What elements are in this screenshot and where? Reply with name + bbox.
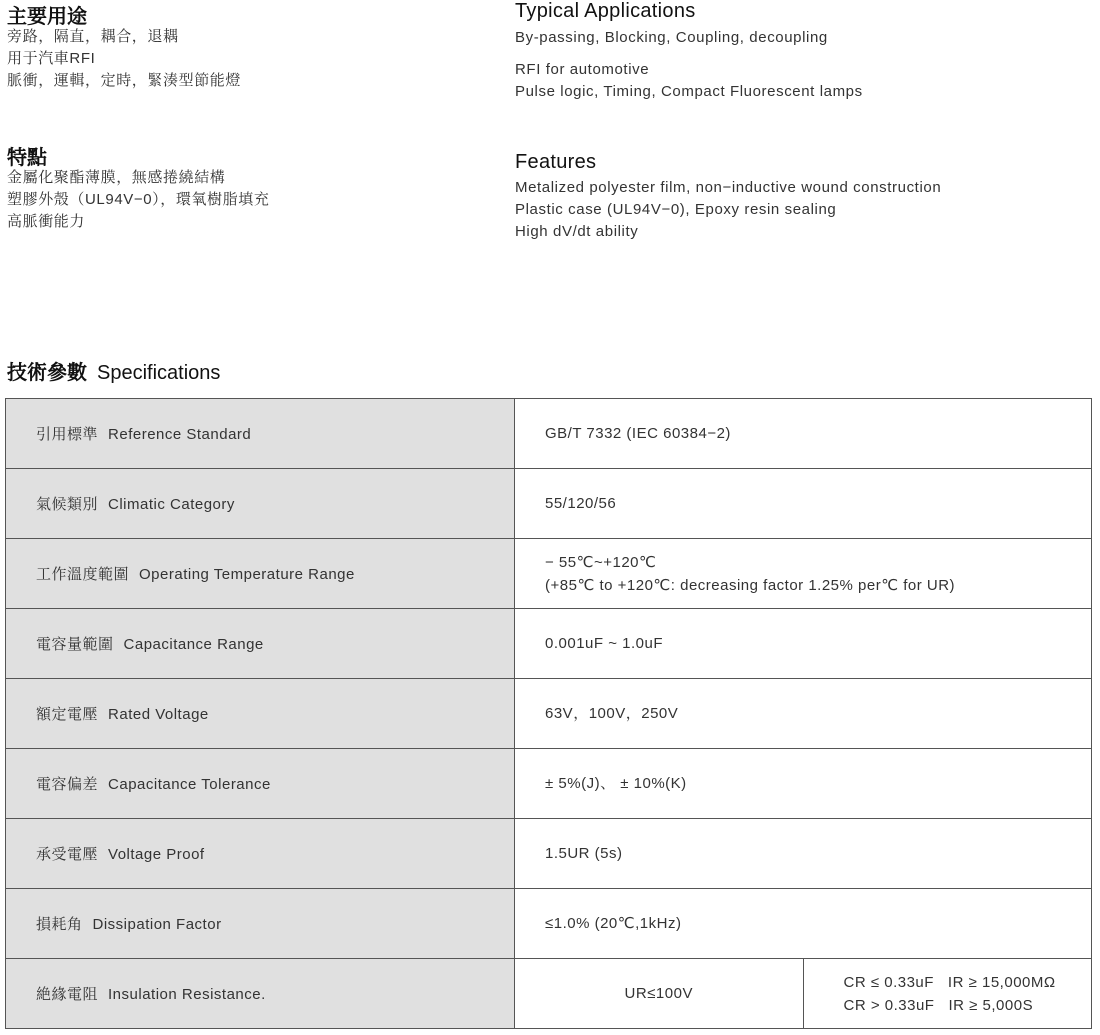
insulation-row <box>6 959 1092 1029</box>
spec-label-en: Capacitance Range <box>123 636 264 653</box>
applications-cn-line: 旁路，隔直，耦合，退耦 <box>7 28 179 45</box>
spec-label-en: Rated Voltage <box>108 706 209 723</box>
applications-en-list-secondary <box>515 59 863 103</box>
spec-value <box>515 539 1092 609</box>
features-en-line: Metalized polyester film, non−inductive wound construction <box>515 179 942 196</box>
specifications-title-cn: 技術參數 <box>7 362 87 384</box>
spec-row <box>6 539 1092 609</box>
spec-label <box>6 749 515 819</box>
insulation-values <box>803 959 1092 1029</box>
spec-row <box>6 749 1092 819</box>
spec-value-line: ≤1.0% (20℃,1kHz) <box>545 915 682 932</box>
spec-label-cn: 氣候類別 <box>36 496 99 513</box>
spec-label-cn: 額定電壓 <box>36 706 99 723</box>
spec-value <box>515 399 1092 469</box>
spec-value-line: GB/T 7332 (IEC 60384−2) <box>545 425 731 442</box>
spec-label-en: Climatic Category <box>108 496 235 513</box>
spec-value-line: 63V，100V，250V <box>545 705 679 722</box>
insulation-condition: UR≤100V <box>515 959 804 1029</box>
spec-value <box>515 609 1092 679</box>
spec-label-en: Capacitance Tolerance <box>108 776 271 793</box>
spec-row <box>6 819 1092 889</box>
applications-en-line: RFI for automotive <box>515 61 650 78</box>
spec-value-line: (+85℃ to +120℃: decreasing factor 1.25% per℃ for UR) <box>545 576 956 594</box>
spec-label-en: Voltage Proof <box>108 846 205 863</box>
spec-label <box>6 539 515 609</box>
features-cn-list <box>7 167 269 233</box>
spec-label-en: Insulation Resistance. <box>108 986 266 1003</box>
features-cn-line: 金屬化聚酯薄膜，無感捲繞結構 <box>7 169 226 186</box>
spec-label-cn: 損耗角 <box>36 916 83 933</box>
spec-label-cn: 絶緣電阻 <box>36 986 99 1003</box>
spec-label-en: Operating Temperature Range <box>139 566 355 583</box>
spec-value <box>515 469 1092 539</box>
spec-label <box>6 609 515 679</box>
spec-label-cn: 工作溫度範圍 <box>36 566 130 583</box>
spec-row <box>6 679 1092 749</box>
spec-label-cn: 電容偏差 <box>36 776 99 793</box>
applications-cn-title: 主要用途 <box>7 6 87 28</box>
spec-label <box>6 679 515 749</box>
spec-label-cn: 電容量範圍 <box>36 636 114 653</box>
spec-value-line: 1.5UR (5s) <box>545 845 623 862</box>
specifications-title-en: Specifications <box>97 362 221 384</box>
features-en-line: Plastic case (UL94V−0), Epoxy resin sealing <box>515 201 837 218</box>
spec-label <box>6 889 515 959</box>
spec-row <box>6 399 1092 469</box>
spec-label-en: Dissipation Factor <box>92 916 222 933</box>
spec-row <box>6 469 1092 539</box>
spec-value-line: − 55℃~+120℃ <box>545 553 657 571</box>
features-en-line: High dV/dt ability <box>515 223 639 240</box>
features-cn-title: 特點 <box>7 147 47 169</box>
features-en-title: Features <box>515 151 597 173</box>
spec-row <box>6 609 1092 679</box>
spec-label <box>6 959 515 1029</box>
spec-label <box>6 819 515 889</box>
features-cn-line: 高脈衝能力 <box>7 213 86 230</box>
insulation-value-line: CR > 0.33uF IR ≥ 5,000S <box>843 996 1034 1014</box>
spec-value <box>515 889 1092 959</box>
applications-en-title: Typical Applications <box>515 0 696 22</box>
spec-value <box>515 749 1092 819</box>
spec-value <box>515 819 1092 889</box>
spec-label-cn: 承受電壓 <box>36 846 99 863</box>
features-en-list <box>515 177 941 243</box>
spec-value-line: 0.001uF ~ 1.0uF <box>545 635 663 652</box>
spec-label-cn: 引用標準 <box>36 426 99 443</box>
insulation-value-line: CR ≤ 0.33uF IR ≥ 15,000MΩ <box>843 973 1056 991</box>
spec-label <box>6 399 515 469</box>
applications-cn-list <box>7 26 241 92</box>
applications-en-list <box>515 27 828 49</box>
specifications-title <box>7 356 220 385</box>
spec-value-line: ± 5%(J)、 ± 10%(K) <box>545 775 687 792</box>
applications-en-line: Pulse logic, Timing, Compact Fluorescent lamps <box>515 83 863 100</box>
spec-label <box>6 469 515 539</box>
spec-value-line: 55/120/56 <box>545 495 617 512</box>
applications-cn-line: 用于汽車RFI <box>7 50 96 67</box>
spec-row <box>6 889 1092 959</box>
features-cn-line: 塑膠外殼（UL94V−0），環氧樹脂填充 <box>7 191 270 208</box>
spec-label-en: Reference Standard <box>108 426 252 443</box>
specifications-table <box>5 398 1092 1029</box>
applications-cn-line: 脈衝，運輯，定時，緊湊型節能燈 <box>7 72 242 89</box>
spec-value <box>515 679 1092 749</box>
applications-en-line: By-passing, Blocking, Coupling, decoupling <box>515 29 828 46</box>
